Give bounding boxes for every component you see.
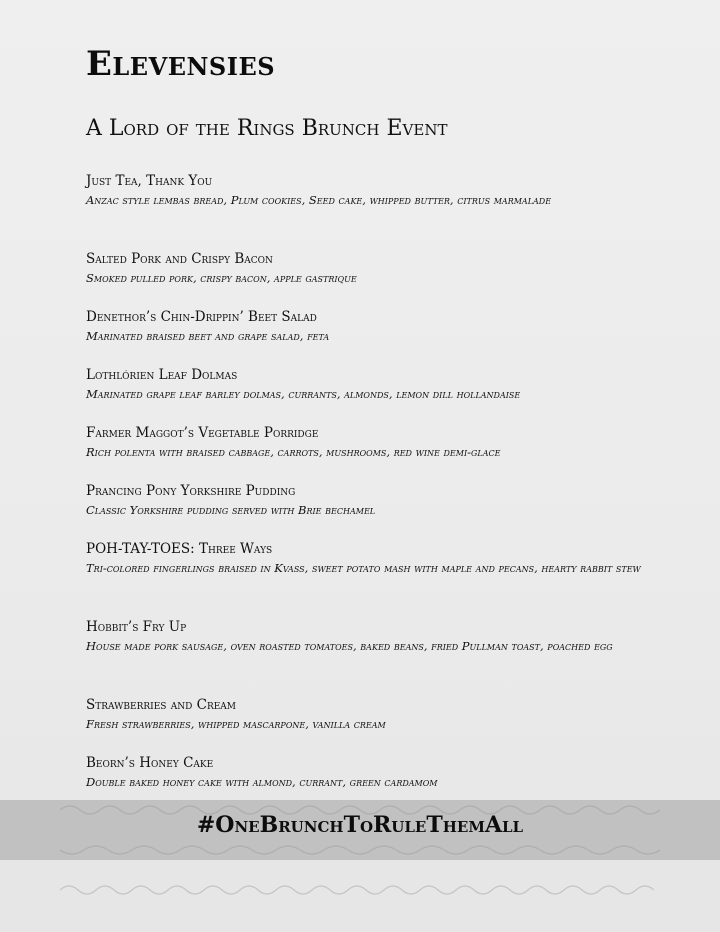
menu-item [86,696,646,734]
menu-item-name: Salted Pork and Crispy Bacon [86,251,273,267]
menu-item [86,754,646,792]
menu-item [86,172,646,210]
menu-item-description: Tri-colored fingerlings braised in Kvass, sweet potato mash with maple and pecans, hearty rabbit stew [86,561,641,575]
menu-item-name: Prancing Pony Yorkshire Pudding [86,483,296,499]
menu-item [86,540,646,578]
menu-item-name: Strawberries and Cream [86,697,237,713]
page-subtitle: A Lord of the Rings Brunch Event [86,116,448,141]
menu-item [86,424,646,462]
menu-item-name: Just Tea, Thank You [86,173,213,189]
menu-item-description: Anzac style lembas bread, Plum cookies, Seed cake, whipped butter, citrus marmalade [86,193,552,207]
menu-item-name: Hobbit’s Fry Up [86,619,187,635]
menu-item [86,618,646,656]
menu-item [86,482,646,520]
menu-item-name: Beorn’s Honey Cake [86,755,214,771]
menu-item-description: Rich polenta with braised cabbage, carrots, mushrooms, red wine demi-glace [86,445,501,459]
menu-item-name: POH-TAY-TOES: Three Ways [86,541,273,557]
menu-item [86,366,646,404]
menu-item-description: Fresh strawberries, whipped mascarpone, vanilla cream [86,717,386,731]
elvish-script-decoration [60,882,660,896]
elvish-script-decoration [60,844,660,858]
menu-item-description: Classic Yorkshire pudding served with Brie bechamel [86,503,376,517]
menu-item-description: Double baked honey cake with almond, currant, green cardamom [86,775,438,789]
menu-item [86,308,646,346]
footer-decoration [0,860,720,932]
menu-item-description: Smoked pulled pork, crispy bacon, apple gastrique [86,271,357,285]
menu-item-name: Lothlórien Leaf Dolmas [86,367,238,383]
menu-item [86,250,646,288]
page-title: Elevensies [86,44,276,84]
menu-item-description: Marinated braised beet and grape salad, feta [86,329,330,343]
menu-item-description: House made pork sausage, oven roasted tomatoes, baked beans, fried Pullman toast, poached egg [86,639,613,653]
menu-item-name: Denethor’s Chin-Drippin’ Beet Salad [86,309,317,325]
event-hashtag: #OneBrunchToRuleThemAll [196,812,524,838]
menu-item-description: Marinated grape leaf barley dolmas, currants, almonds, lemon dill hollandaise [86,387,521,401]
menu-item-name: Farmer Maggot’s Vegetable Porridge [86,425,319,441]
